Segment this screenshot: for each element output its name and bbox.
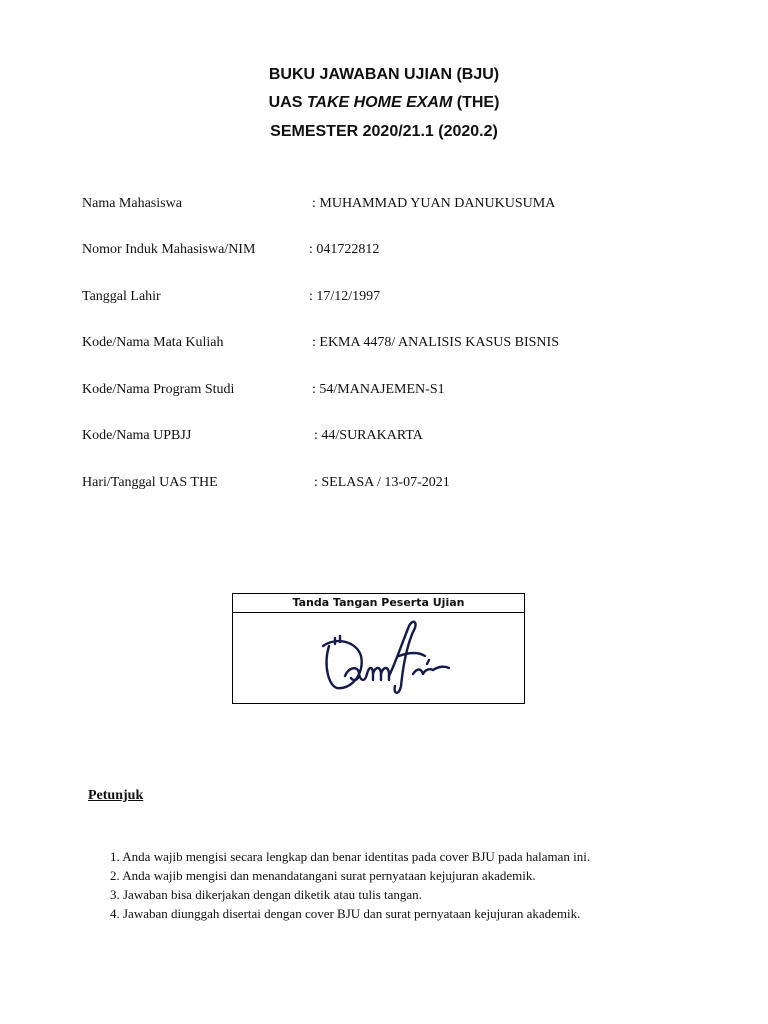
exam-type-suffix: (THE) (452, 94, 500, 111)
document-title: BUKU JAWABAN UJIAN (BJU) (268, 66, 500, 83)
identity-label: Kode/Nama Mata Kuliah (82, 335, 224, 350)
identity-label: Tanggal Lahir (82, 289, 161, 304)
identity-label: Hari/Tanggal UAS THE (82, 475, 218, 490)
identity-value: : 17/12/1997 (309, 289, 381, 304)
identity-value: : 44/SURAKARTA (314, 428, 423, 443)
identity-value: : EKMA 4478/ ANALISIS KASUS BISNIS (312, 335, 559, 350)
signature-box (232, 593, 525, 704)
identity-value: : 54/MANAJEMEN-S1 (312, 382, 445, 397)
instruction-item: 4. Jawaban diunggah disertai dengan cover BJU dan surat pernyataan kejujuran akademik. (110, 906, 581, 921)
semester-title: SEMESTER 2020/21.1 (2020.2) (270, 123, 498, 140)
exam-type-title (0, 94, 768, 112)
exam-type-prefix: UAS (268, 94, 307, 111)
identity-value: : SELASA / 13-07-2021 (314, 475, 450, 490)
instruction-item: 3. Jawaban bisa dikerjakan dengan diketik atau tulis tangan. (110, 887, 422, 902)
exam-type-emphasis: TAKE HOME EXAM (306, 94, 453, 111)
identity-label: Kode/Nama UPBJJ (82, 428, 192, 443)
instruction-item: 1. Anda wajib mengisi secara lengkap dan benar identitas pada cover BJU pada halaman ini. (110, 849, 591, 864)
instruction-item: 2. Anda wajib mengisi dan menandatangani surat pernyataan kejujuran akademik. (110, 868, 536, 883)
identity-label: Nomor Induk Mahasiswa/NIM (82, 242, 256, 257)
signature-box-heading: Tanda Tangan Peserta Ujian (233, 594, 524, 613)
instructions-title: Petunjuk (88, 788, 144, 803)
handwritten-signature (315, 616, 465, 698)
identity-value: : 041722812 (309, 242, 380, 257)
identity-label: Nama Mahasiswa (82, 196, 182, 211)
identity-label: Kode/Nama Program Studi (82, 382, 235, 397)
identity-value: : MUHAMMAD YUAN DANUKUSUMA (312, 196, 556, 211)
